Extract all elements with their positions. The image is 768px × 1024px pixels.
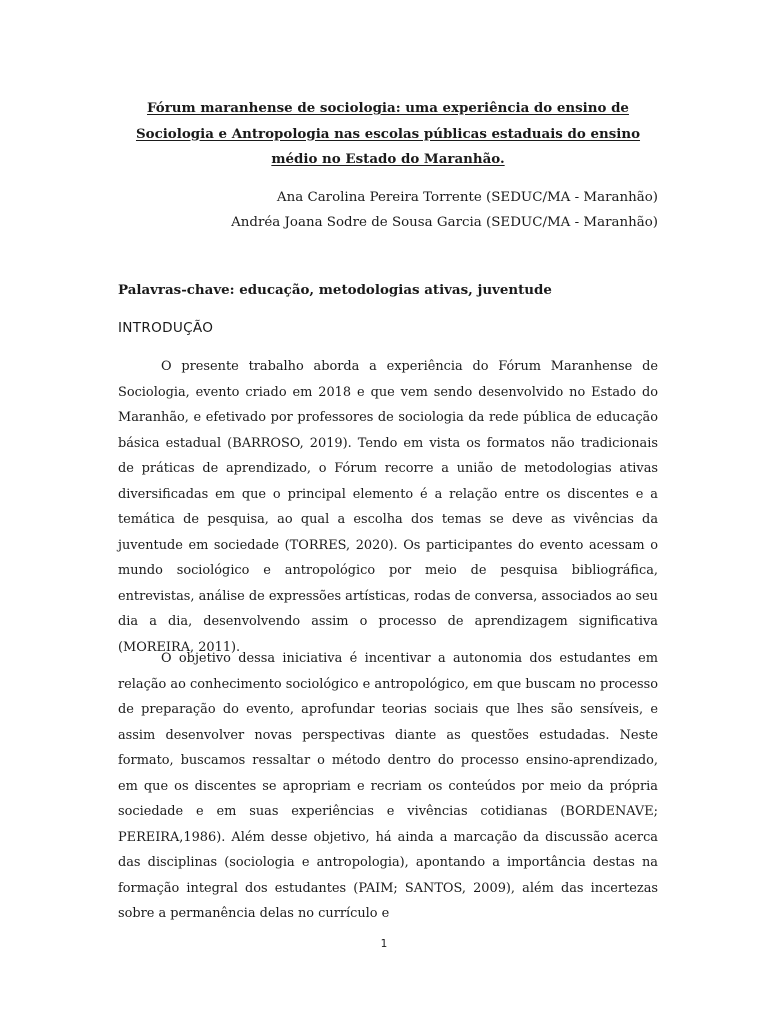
paragraph-2: O objetivo dessa iniciativa é incentivar a autonomia dos estudantes em relação ao conhecimento sociológico e antropológico, em que buscam no processo de preparação do evento, aprofundar teorias sociais que lhes são sensíveis, e assim desenvolver novas perspectivas diante as questões estudadas. Neste formato, buscamos ressaltar o método dentro do processo ensino-aprendizado, em que os discentes se apropriam e recriam os conteúdos por meio da própria sociedade e em suas experiências e vivências cotidianas (BORDENAVE; PEREIRA,1986). Além desse objetivo, há ainda a marcação da discussão acerca das disciplinas (sociologia e antropologia), apontando a importância destas na formação integral dos estudantes (PAIM; SANTOS, 2009), além das incertezas sobre a permanência delas no currículo e bbox=[118, 651, 658, 921]
author-1: Ana Carolina Pereira Torrente (SEDUC/MA - Maranhão) bbox=[276, 190, 658, 205]
page-number: 1 bbox=[380, 938, 388, 950]
document-title: Fórum maranhense de sociologia: uma experiência do ensino de Sociologia e Antropologia nas escolas públicas estaduais do ensino médio no Estado do Maranhão. bbox=[135, 100, 641, 167]
keywords: Palavras-chave: educação, metodologias ativas, juventude bbox=[118, 282, 552, 298]
paragraph-1: O presente trabalho aborda a experiência do Fórum Maranhense de Sociologia, evento criado em 2018 e que vem sendo desenvolvido no Estado do Maranhão, e efetivado por professores de sociologia da rede pública de educação básica estadual (BARROSO, 2019). Tendo em vista os formatos não tradicionais de práticas de aprendizado, o Fórum recorre a união de metodologias ativas diversificadas em que o principal elemento é a relação entre os discentes e a temática de pesquisa, ao qual a escolha dos temas se deve as vivências da juventude em sociedade (TORRES, 2020). Os participantes do evento acessam o mundo sociológico e antropológico por meio de pesquisa bibliográfica, entrevistas, análise de expressões artísticas, rodas de conversa, associados ao seu dia a dia, desenvolvendo assim o processo de aprendizagem significativa (MOREIRA, 2011). bbox=[118, 359, 658, 655]
section-heading: INTRODUÇÃO bbox=[118, 320, 214, 336]
author-2: Andréa Joana Sodre de Sousa Garcia (SEDUC/MA - Maranhão) bbox=[231, 215, 658, 230]
